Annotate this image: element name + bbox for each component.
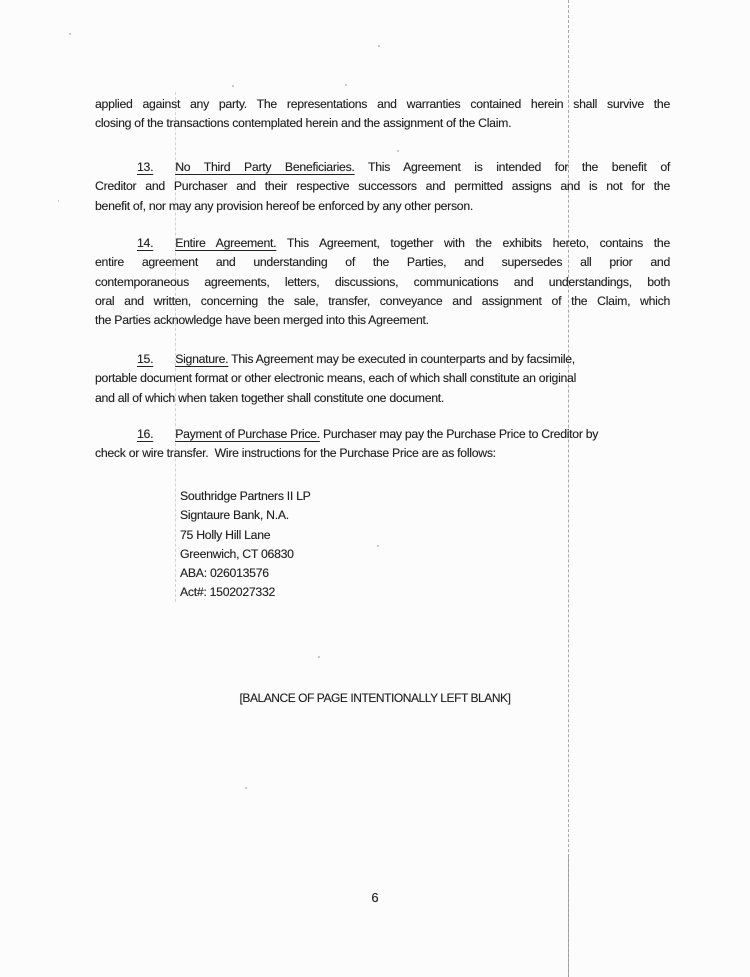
section-number: 14. [137, 236, 154, 250]
paragraph-line: applied against any party. The representations and warranties contained herein shall survive the [95, 97, 670, 111]
paragraph-line: check or wire transfer. Wire instructions for the Purchase Price are as follows: [95, 446, 496, 461]
scan-speck [318, 656, 320, 658]
wire-line-account: Act#: 1502027332 [180, 585, 276, 600]
section-13 [95, 158, 670, 216]
paragraph-line: Creditor and Purchaser and their respective successors and permitted assigns and is not for the [95, 179, 670, 194]
paragraph-line: contemporaneous agreements, letters, discussions, communications and understandings, both [95, 274, 670, 289]
wire-line-bank: Signtaure Bank, N.A. [180, 508, 289, 523]
scan-speck [245, 787, 247, 789]
section-heading: Entire Agreement. [175, 236, 277, 250]
paragraph-line: and all of which when taken together shall constitute one document. [95, 390, 445, 405]
section-16 [95, 425, 670, 464]
section-first-line [95, 425, 670, 444]
intro-paragraph [95, 95, 670, 134]
page-number: 6 [371, 890, 379, 905]
section-body-start: This Agreement, together with the exhibits hereto, contains the [286, 236, 670, 250]
scan-speck [345, 84, 347, 86]
wire-line-aba: ABA: 026013576 [180, 566, 269, 581]
scan-speck [397, 150, 399, 152]
section-first-line [95, 234, 670, 253]
wire-instructions [180, 487, 750, 603]
scan-speck [69, 33, 71, 35]
wire-line-city: Greenwich, CT 06830 [180, 546, 294, 561]
section-15 [95, 350, 670, 408]
section-number: 13. [137, 160, 154, 174]
scan-speck [378, 45, 380, 47]
paragraph-line: oral and written, concerning the sale, transfer, conveyance and assignment of the Claim, which [95, 293, 670, 308]
section-number: 16. [137, 427, 154, 441]
section-first-line [95, 158, 670, 177]
scan-speck [232, 85, 234, 87]
paragraph-line: entire agreement and understanding of the Parties, and supersedes all prior and [95, 255, 670, 270]
section-number: 15. [137, 352, 154, 366]
paragraph-line: closing of the transactions contemplated herein and the assignment of the Claim. [95, 116, 512, 131]
section-heading: Payment of Purchase Price. [175, 427, 320, 441]
section-14 [95, 234, 670, 330]
section-body-start: This Agreement is intended for the benefit of [368, 160, 670, 174]
section-heading: No Third Party Beneficiaries. [175, 160, 355, 174]
section-first-line [95, 350, 670, 369]
section-body-start: This Agreement may be executed in counterparts and by facsimile, [231, 352, 575, 366]
section-heading: Signature. [175, 352, 229, 366]
paragraph-line: benefit of, nor may any provision hereof be enforced by any other person. [95, 198, 473, 213]
section-body-start: Purchaser may pay the Purchase Price to Creditor by [322, 427, 599, 441]
wire-line-street: 75 Holly Hill Lane [180, 527, 271, 542]
scan-speck [58, 200, 59, 202]
wire-line-payee: Southridge Partners II LP [180, 489, 311, 503]
balance-of-page-notice: [BALANCE OF PAGE INTENTIONALLY LEFT BLANK] [239, 691, 511, 705]
paragraph-line: portable document format or other electronic means, each of which shall constitute an original [95, 371, 577, 386]
vertical-fold-line-right-bottom [568, 855, 569, 977]
paragraph-line: the Parties acknowledge have been merged into this Agreement. [95, 313, 429, 328]
